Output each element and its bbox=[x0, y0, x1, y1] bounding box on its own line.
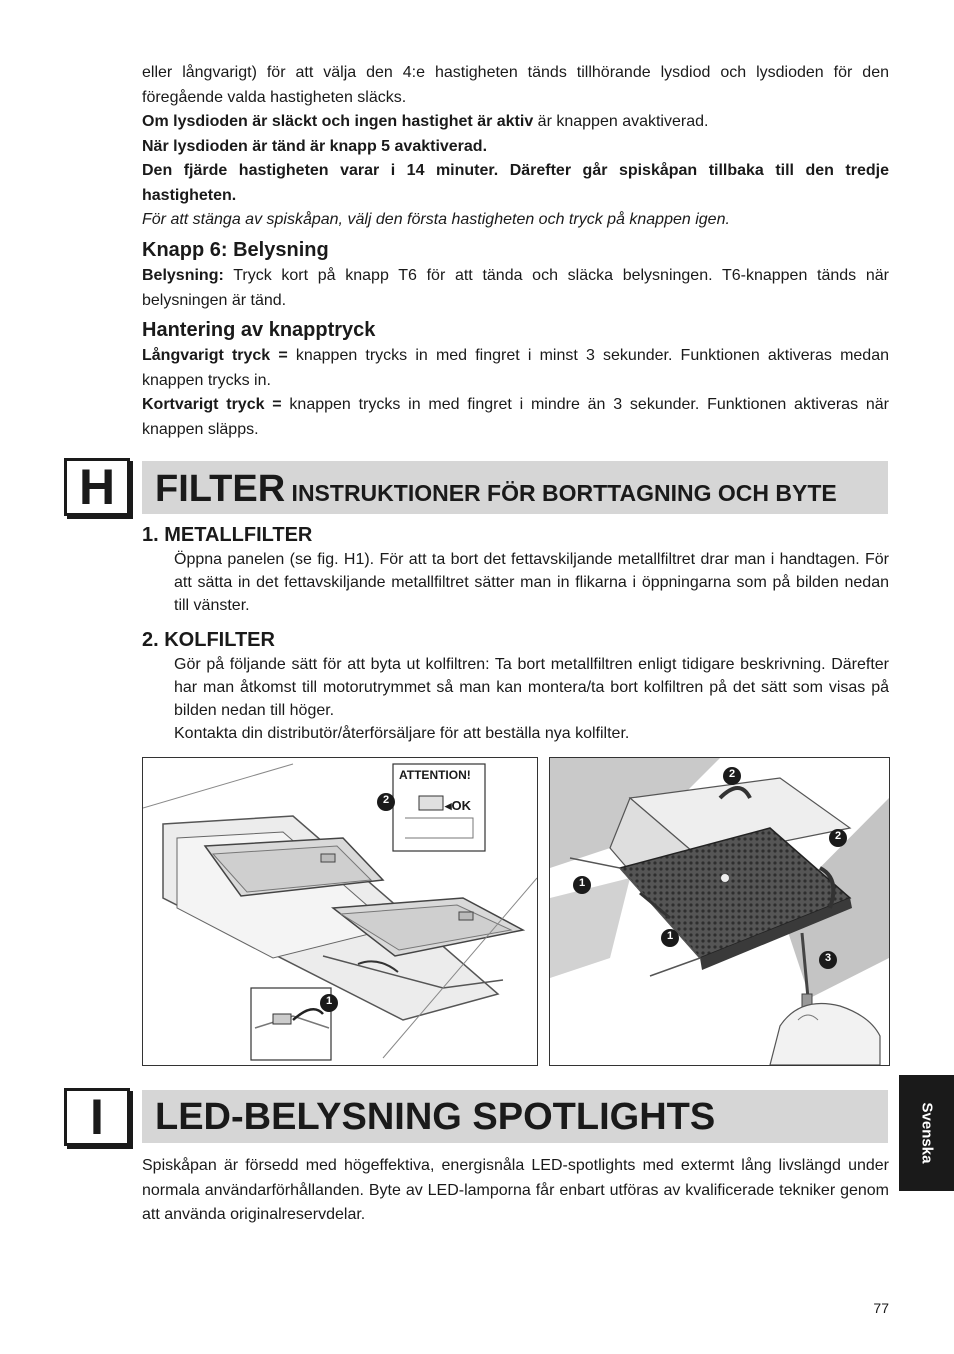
language-tab bbox=[899, 1075, 954, 1191]
knapp6-heading: Knapp 6: Belysning bbox=[142, 239, 329, 261]
page-number: 77 bbox=[873, 1300, 889, 1316]
kolfilter-text: Gör på följande sätt för att byta ut kolfiltren: Ta bort metallfiltren enligt tidigare beskrivning. Därefter har man åtkomst till motorutrymmet så man kan montera/ta bort kolfiltren på det sätt som visas på bilden nedan till höger. Kontakta din distributör/återförsäljare för att beställa nya kolfilter. bbox=[174, 656, 889, 742]
section-letter-h: H bbox=[64, 458, 130, 516]
carbon-filter-illustration bbox=[550, 758, 889, 1065]
section-letter-i: I bbox=[64, 1088, 130, 1146]
metallfilter-text: Öppna panelen (se fig. H1). För att ta bort det fettavskiljande metallfiltret drar man i handtagen. För att sätta in det fettavskiljande metallfiltret sätter man in flikarna i öppningarna som på bilden nedan till vänster. bbox=[174, 551, 889, 614]
intro-paragraph-deactivated: Om lysdioden är släckt och ingen hastighet är aktiv är knappen avaktiverad. bbox=[142, 113, 709, 130]
metal-filter-illustration bbox=[143, 758, 537, 1065]
language-tab-label: Svenska bbox=[918, 1102, 935, 1164]
intro-paragraph-turn-off: För att stänga av spiskåpan, välj den första hastigheten och tryck på knappen igen. bbox=[142, 211, 730, 228]
knapp6-text: Belysning: Tryck kort på knapp T6 för att tända och släcka belysningen. T6-knappen tänds när belysningen är tänd. bbox=[142, 267, 889, 309]
long-press-paragraph: Långvarigt tryck = knappen trycks in med fingret i minst 3 sekunder. Funktionen aktiveras medan knappen trycks in. bbox=[142, 347, 889, 389]
badge-2-label: 2 bbox=[382, 794, 390, 806]
intro-paragraph: eller långvarigt) för att välja den 4:e hastigheten tänds tillhörande lysdiod och lysdioden för den föregående valda hastigheten släcks. bbox=[142, 64, 889, 106]
metallfilter-heading: 1. METALLFILTER bbox=[142, 524, 313, 546]
badge-1-label: 1 bbox=[325, 995, 333, 1007]
hantering-text bbox=[142, 344, 889, 442]
intro-paragraph-fourth-speed: Den fjärde hastigheten varar i 14 minuter. Därefter går spiskåpan tillbaka till den tredje hastigheten. bbox=[142, 162, 889, 204]
ok-label: ◂OK bbox=[445, 798, 472, 813]
badge-1-bottom-label: 1 bbox=[666, 930, 674, 942]
kolfilter-heading: 2. KOLFILTER bbox=[142, 629, 275, 651]
figure-metal-filter bbox=[142, 757, 538, 1066]
hantering-heading: Hantering av knapptryck bbox=[142, 319, 376, 341]
short-press-paragraph: Kortvarigt tryck = knappen trycks in med fingret i mindre än 3 sekunder. Funktionen aktiveras när knappen släpps. bbox=[142, 396, 890, 438]
section-h-title: FILTER INSTRUKTIONER FÖR BORTTAGNING OCH BYTE bbox=[155, 468, 837, 510]
intro-block bbox=[142, 61, 889, 233]
badge-2-right-label: 2 bbox=[834, 830, 842, 842]
badge-2-top-label: 2 bbox=[728, 768, 736, 780]
intro-paragraph-button5: När lysdioden är tänd är knapp 5 avaktiverad. bbox=[142, 137, 488, 155]
section-i-title: LED-BELYSNING SPOTLIGHTS bbox=[155, 1096, 716, 1138]
attention-label: ATTENTION! bbox=[399, 768, 471, 782]
badge-3-label: 3 bbox=[824, 952, 832, 964]
led-text: Spiskåpan är försedd med högeffektiva, energisnåla LED-spotlights med extermt lång livslängd under normala användarförhållanden. Byte av LED-lamporna får enbart utföras av kvalificerade tekniker genom att använda originalreservdelar. bbox=[142, 1157, 889, 1223]
figure-carbon-filter bbox=[549, 757, 890, 1066]
badge-1-left-label: 1 bbox=[578, 877, 586, 889]
